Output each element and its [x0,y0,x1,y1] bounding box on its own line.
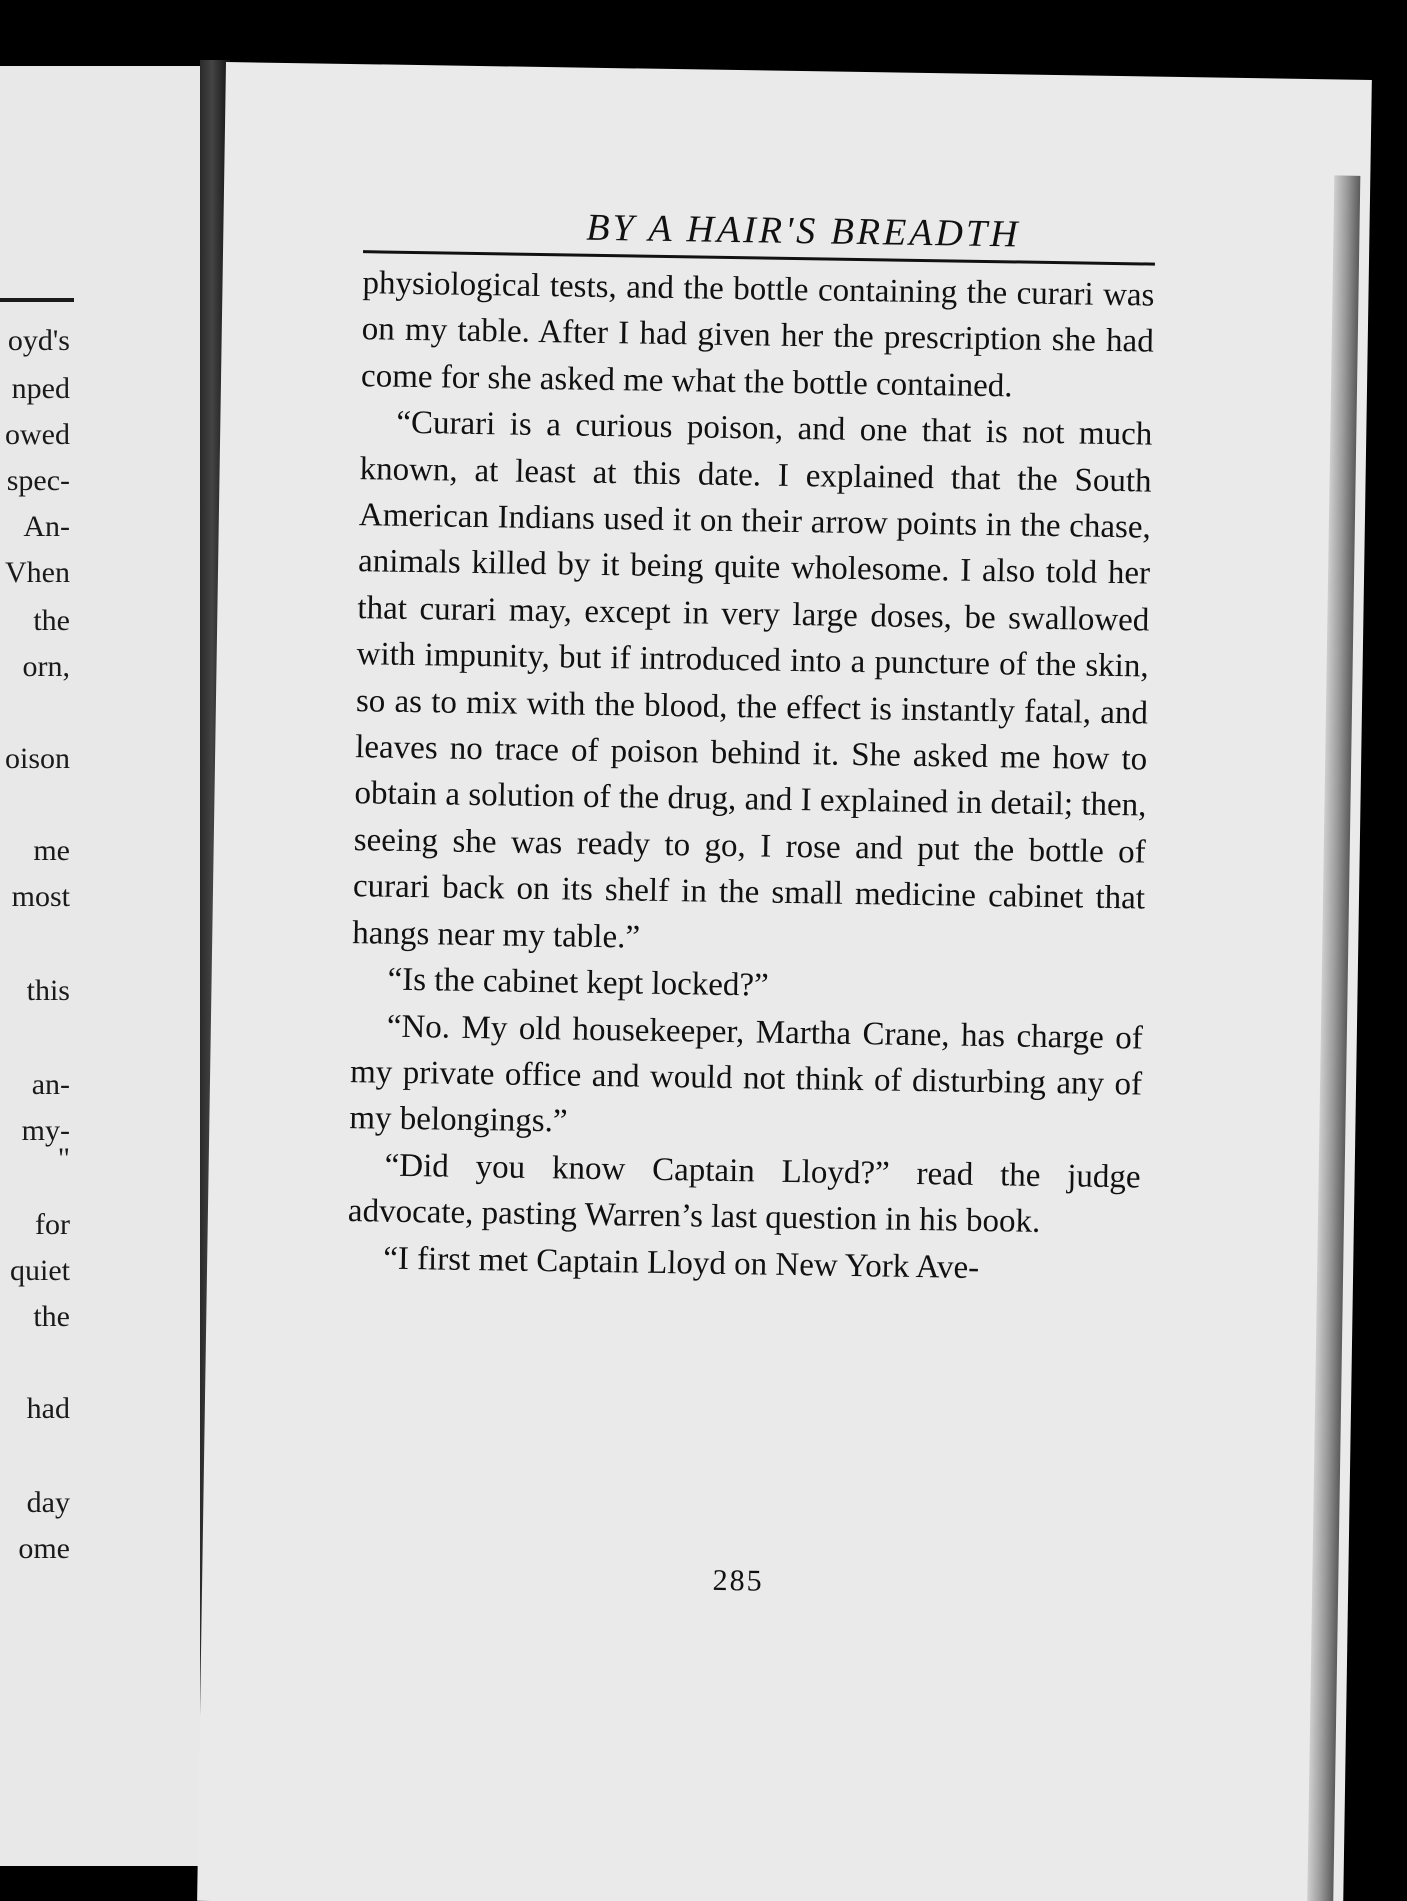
left-fragment: most [11,880,70,913]
left-fragment: this [26,974,70,1007]
left-fragment: the [33,604,70,637]
left-fragment: " [57,1142,70,1175]
left-fragment: oison [4,742,70,775]
left-page-rule [0,298,74,302]
paragraph: “Did you know Captain Lloyd?” read the judge advocate, pasting Warren’s last question in his book. [347,1147,1141,1241]
left-fragment: An- [23,510,70,543]
page-number: 285 [712,1563,764,1598]
running-head: BY A HAIR'S BREADTH [586,206,1021,256]
left-fragment: spec- [6,464,70,497]
left-fragment: me [33,834,70,867]
paragraph: “I first met Captain Lloyd on New York Ave- [382,1240,980,1286]
paragraph: “No. My old housekeeper, Martha Crane, has charge of my private office and would not think of disturbing any of my belongings.” [349,1008,1144,1140]
paragraph: “Curari is a curious poison, and one that is not much known, at least at this date. I explained that the South American Indians used it on their arrow points in the chase, animals killed by it being quite wholesome. I also told her that curari may, except in very large doses, be swallowed with impunity, but if introduced into a puncture of the skin, so as to mix with the blood, the effect is instantly fatal, and leaves no trace of poison behind it. She asked me how to obtain a solution of the drug, and I explained in detail; then, seeing she was ready to go, I rose and put the bottle of curari back on its shelf in the small medicine cabinet that hangs near my table.” [352,404,1153,956]
left-fragment: Vhen [5,556,70,589]
left-fragment: an- [31,1068,70,1101]
left-page [0,66,208,1866]
paragraph: “Is the cabinet kept locked?” [387,961,769,1004]
page-edge-shadow [1306,175,1360,1901]
left-fragment: oyd's [7,324,70,357]
left-fragment: had [26,1392,70,1425]
left-fragment: my- [21,1114,70,1147]
right-page [197,62,1372,1901]
left-fragment: ome [18,1532,70,1565]
left-fragment: day [26,1486,70,1519]
left-fragment: quiet [10,1254,70,1287]
left-fragment: the [33,1300,70,1333]
page-body-text [347,260,1155,1293]
left-fragment: for [35,1208,70,1241]
left-fragment: orn, [22,650,70,683]
left-fragment: owed [5,418,70,451]
left-fragment: nped [11,372,70,405]
paragraph: physiological tests, and the bottle containing the curari was on my table. After I had given her the prescription she had come for she asked me what the bottle contained. [360,265,1155,405]
